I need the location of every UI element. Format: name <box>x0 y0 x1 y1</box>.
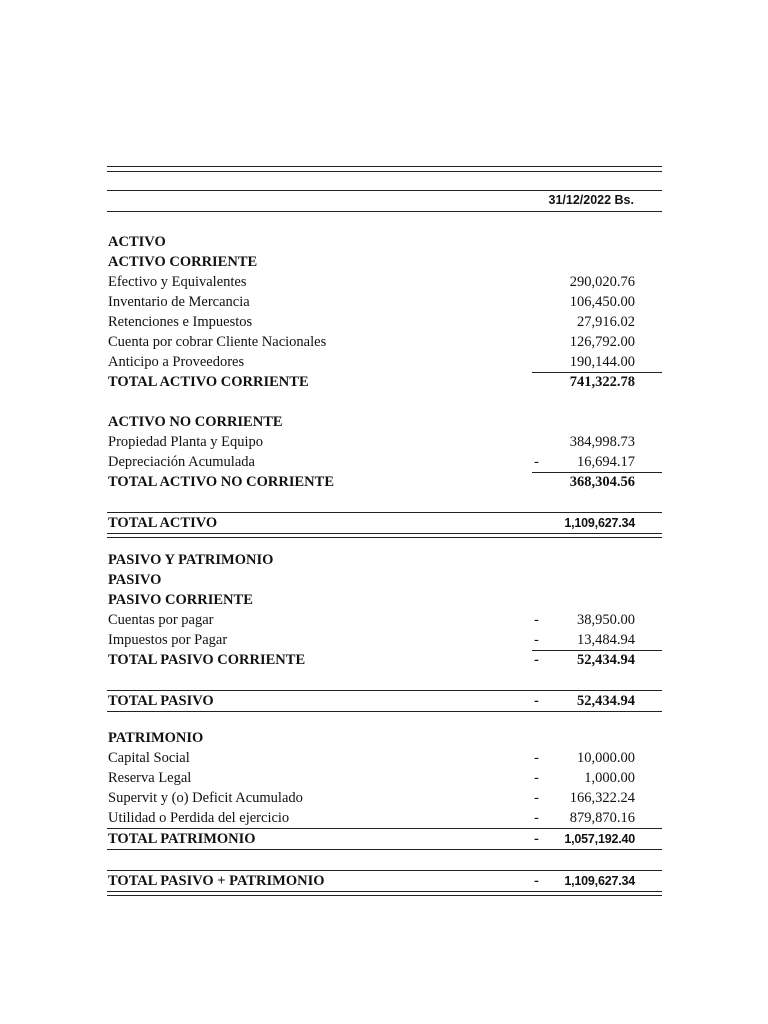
balance-sheet <box>107 166 662 896</box>
total-activo-no-corriente-row: TOTAL ACTIVO NO CORRIENTE 368,304.56 <box>107 472 662 492</box>
date-column-header: 31/12/2022 Bs. <box>548 193 634 207</box>
total-pasivo-corriente-row: TOTAL PASIVO CORRIENTE - 52,434.94 <box>107 650 662 670</box>
table-row: Supervit y (o) Deficit Acumulado - 166,322.24 <box>108 790 635 806</box>
column-header <box>107 190 662 212</box>
table-row: Inventario de Mercancia 106,450.00 <box>108 294 635 310</box>
total-activo-row: TOTAL ACTIVO 1,109,627.34 <box>107 512 662 533</box>
table-row: Cuenta por cobrar Cliente Nacionales 126,792.00 <box>108 334 635 350</box>
total-pasivo-row: TOTAL PASIVO - 52,434.94 <box>107 690 662 712</box>
section-title-pasivo-patrimonio: PASIVO Y PATRIMONIO <box>108 552 274 568</box>
top-double-rule <box>107 166 662 172</box>
total-patrimonio-row: TOTAL PATRIMONIO - 1,057,192.40 <box>107 828 662 850</box>
table-row: Efectivo y Equivalentes 290,020.76 <box>108 274 635 290</box>
section-title-activo: ACTIVO <box>108 234 166 250</box>
section-title-pasivo-corriente: PASIVO CORRIENTE <box>108 592 253 608</box>
total-activo-corriente-row: TOTAL ACTIVO CORRIENTE 741,322.78 <box>107 372 662 392</box>
table-row: Utilidad o Perdida del ejercicio - 879,870.16 <box>108 810 635 826</box>
section-title-pasivo: PASIVO <box>108 572 162 588</box>
table-row: Depreciación Acumulada - 16,694.17 <box>108 454 635 470</box>
grand-total-double-rule <box>107 891 662 896</box>
section-title-patrimonio: PATRIMONIO <box>108 730 204 746</box>
table-row: Reserva Legal - 1,000.00 <box>108 770 635 786</box>
section-title-activo-corriente: ACTIVO CORRIENTE <box>108 254 258 270</box>
table-row: Impuestos por Pagar - 13,484.94 <box>108 632 635 648</box>
table-row: Capital Social - 10,000.00 <box>108 750 635 766</box>
table-row: Propiedad Planta y Equipo 384,998.73 <box>108 434 635 450</box>
table-row: Anticipo a Proveedores 190,144.00 <box>108 354 635 370</box>
table-row: Retenciones e Impuestos 27,916.02 <box>108 314 635 330</box>
section-title-activo-no-corriente: ACTIVO NO CORRIENTE <box>108 414 283 430</box>
grand-total-row: TOTAL PASIVO + PATRIMONIO - 1,109,627.34 <box>107 870 662 891</box>
table-row: Cuentas por pagar - 38,950.00 <box>108 612 635 628</box>
